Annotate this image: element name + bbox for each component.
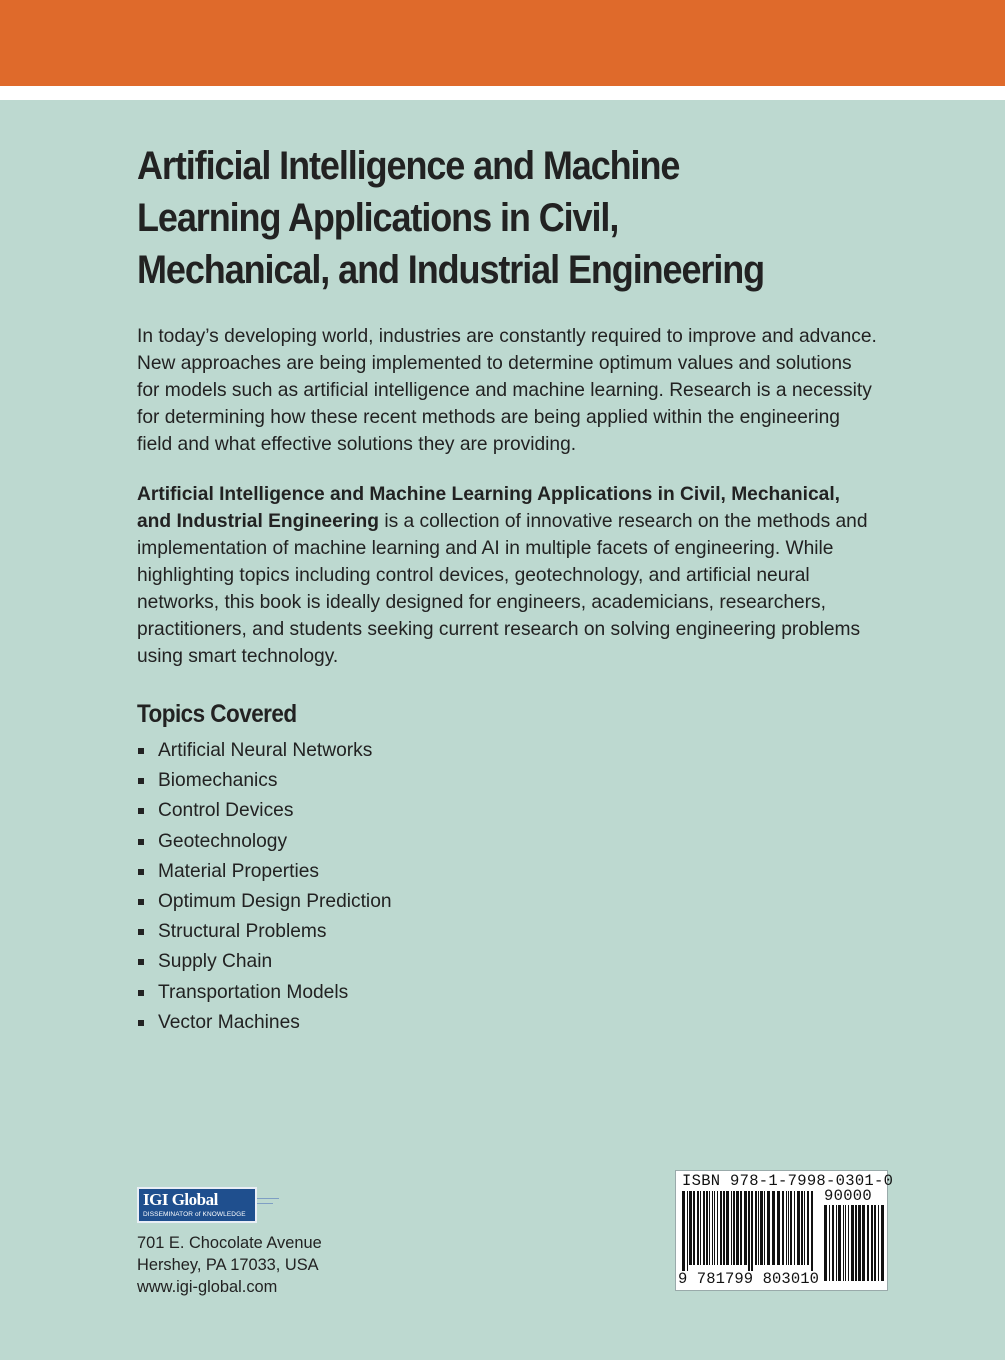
isbn-barcode bbox=[675, 1170, 894, 1291]
ean-barcode-bars-icon bbox=[682, 1191, 815, 1271]
topic-item bbox=[137, 796, 877, 826]
square-bullet-icon bbox=[138, 869, 144, 875]
back-cover-content bbox=[137, 140, 877, 1038]
book-title-line-3: Mechanical, and Industrial Engineering bbox=[137, 248, 765, 292]
topic-item bbox=[137, 947, 877, 977]
isbn-label: ISBN 978-1-7998-0301-0 bbox=[682, 1172, 894, 1190]
topic-item bbox=[137, 857, 877, 887]
book-title-line-2: Learning Applications in Civil, bbox=[137, 196, 619, 240]
topics-list bbox=[137, 736, 877, 1038]
square-bullet-icon bbox=[138, 929, 144, 935]
topic-label: Vector Machines bbox=[158, 1011, 300, 1033]
topic-label: Supply Chain bbox=[158, 951, 273, 973]
book-title bbox=[137, 140, 875, 296]
topic-label: Transportation Models bbox=[158, 981, 349, 1003]
description-paragraph-2 bbox=[137, 481, 877, 670]
topic-item bbox=[137, 1008, 877, 1038]
topic-label: Geotechnology bbox=[158, 830, 288, 852]
square-bullet-icon bbox=[138, 1020, 144, 1026]
addon-barcode-bars-icon bbox=[824, 1205, 884, 1287]
address-city: Hershey, PA 17033, USA bbox=[137, 1256, 319, 1274]
topic-label: Optimum Design Prediction bbox=[158, 891, 392, 913]
address-street: 701 E. Chocolate Avenue bbox=[137, 1234, 322, 1252]
publisher-address bbox=[137, 1232, 322, 1298]
square-bullet-icon bbox=[138, 778, 144, 784]
description-book-title-bold: Artificial Intelligence and Machine Learning Applications in Civil, Mechanical, and Industrial Engineering bbox=[137, 484, 840, 532]
topic-label: Control Devices bbox=[158, 800, 294, 822]
description-paragraph-2-text: is a collection of innovative research on the methods and implementation of machine learning and AI in multiple facets of engineering. While highlighting topics including control devices, geotechnology, and artificial neural networks, this book is ideally designed for engineers, academicians, researchers, practitioners, and students seeking current research on solving engineering problems using smart technology. bbox=[137, 511, 868, 667]
topic-label: Material Properties bbox=[158, 860, 320, 882]
topic-label: Artificial Neural Networks bbox=[158, 740, 373, 761]
logo-accent-line-icon bbox=[257, 1203, 273, 1204]
logo-accent-line-icon bbox=[257, 1198, 279, 1199]
topic-label: Biomechanics bbox=[158, 770, 278, 792]
topic-item bbox=[137, 827, 877, 857]
topic-item bbox=[137, 978, 877, 1008]
topic-label: Structural Problems bbox=[158, 921, 327, 943]
publisher-website: www.igi-global.com bbox=[137, 1278, 278, 1296]
logo-wordmark: IGI Global bbox=[143, 1190, 218, 1209]
square-bullet-icon bbox=[138, 899, 144, 905]
ean-digits: 9 781799 803010 bbox=[678, 1270, 820, 1288]
description-paragraph-1: In today’s developing world, industries are constantly required to improve and advance. New approaches are being implemented to determine optimum values and solutions for models such as artificial intelligence and machine learning. Research is a necessity for determining how these recent methods are being applied within the engineering field and what effective solutions they are providing. bbox=[137, 326, 877, 455]
book-title-line-1: Artificial Intelligence and Machine bbox=[137, 144, 680, 188]
topic-item bbox=[137, 887, 877, 917]
top-color-band bbox=[0, 0, 1005, 86]
topic-item bbox=[137, 736, 877, 766]
igi-global-logo bbox=[137, 1187, 257, 1223]
topic-item bbox=[137, 917, 877, 947]
logo-tagline: DISSEMINATOR of KNOWLEDGE bbox=[143, 1211, 246, 1218]
top-white-strip bbox=[0, 86, 1005, 100]
square-bullet-icon bbox=[138, 990, 144, 996]
square-bullet-icon bbox=[138, 748, 144, 754]
square-bullet-icon bbox=[138, 839, 144, 845]
square-bullet-icon bbox=[138, 959, 144, 965]
publisher-block bbox=[137, 1187, 322, 1298]
square-bullet-icon bbox=[138, 808, 144, 814]
barcode-addon-code: 90000 bbox=[824, 1187, 873, 1205]
topics-heading: Topics Covered bbox=[137, 700, 297, 728]
topic-item bbox=[137, 766, 877, 796]
